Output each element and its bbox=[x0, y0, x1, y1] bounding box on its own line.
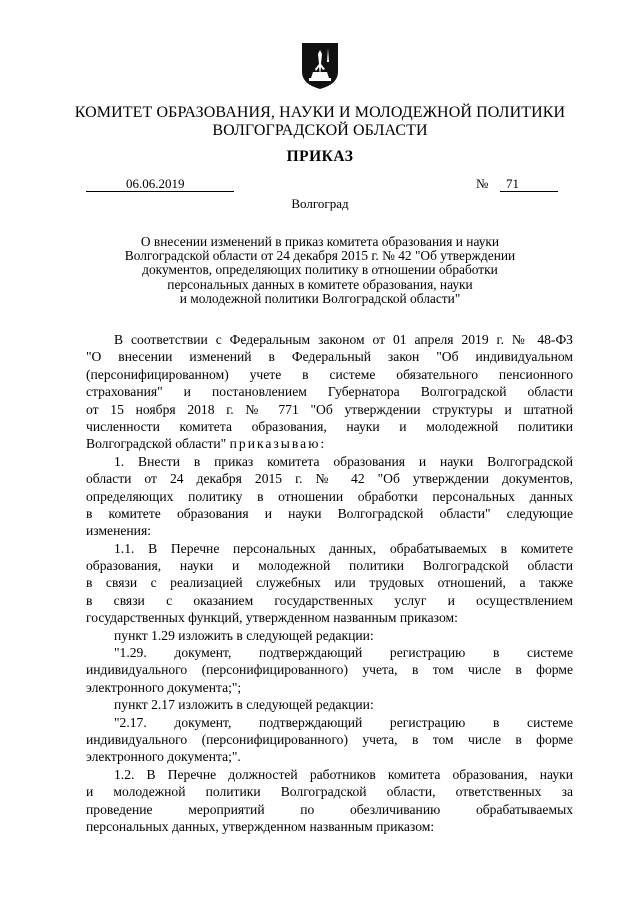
body-line: государственных функций, утвержденном названным приказом: bbox=[86, 610, 458, 626]
body-line: от 15 ноября 2018 г. № 771 "Об утверждении структуры и штатной bbox=[86, 401, 573, 417]
coat-of-arms-emblem bbox=[301, 42, 339, 90]
organization-region: ВОЛГОГРАДСКОЙ ОБЛАСТИ bbox=[212, 122, 428, 139]
order-keyword: приказываю: bbox=[229, 436, 327, 452]
document-body bbox=[86, 331, 573, 835]
body-line: в связи с оказанием государственных услуг и осуществлением bbox=[86, 592, 573, 608]
body-line: образования, науки и молодежной политики Волгоградской области bbox=[86, 558, 573, 574]
body-line: "1.29. документ, подтверждающий регистрацию в системе bbox=[114, 645, 573, 661]
body-line: определяющих политику в отношении обработки персональных данных bbox=[86, 488, 573, 504]
number-sign: № bbox=[476, 176, 489, 191]
document-city: Волгоград bbox=[291, 196, 349, 211]
body-line: и молодежной политики Волгоградской области, ответственных за bbox=[86, 784, 573, 800]
body-line: электронного документа;"; bbox=[86, 679, 242, 695]
body-line: "2.17. документ, подтверждающий регистрацию в системе bbox=[114, 714, 573, 730]
body-line: области от 24 декабря 2015 г. № 42 "Об утверждении документов, bbox=[86, 471, 573, 487]
body-line: пункт 1.29 изложить в следующей редакции: bbox=[114, 627, 374, 643]
body-line: страхования" и постановлением Губернатора Волгоградской области bbox=[86, 384, 573, 400]
body-line: численности комитета образования, науки и молодежной политики bbox=[86, 418, 573, 434]
subject-line: документов, определяющих политику в отношении обработки bbox=[142, 262, 498, 278]
body-line: проведение мероприятий по обезличиванию обрабатываемых bbox=[86, 801, 573, 817]
body-line: "О внесении изменений в Федеральный закон "Об индивидуальном bbox=[86, 349, 573, 365]
subject-line: персональных данных в комитете образования, науки bbox=[167, 276, 473, 292]
subject-line: О внесении изменений в приказ комитета образования и науки bbox=[140, 234, 500, 249]
body-line: персональных данных, утвержденном названным приказом: bbox=[86, 818, 435, 834]
subject-line: и молодежной политики Волгоградской области" bbox=[179, 290, 461, 306]
body-line: индивидуального (персонифицированного) учета, в том числе в форме bbox=[86, 662, 573, 678]
body-line: В соответствии с Федеральным законом от 01 апреля 2019 г. № 48-ФЗ bbox=[114, 332, 573, 347]
body-line: 1.2. В Перечне должностей работников комитета образования, науки bbox=[114, 766, 573, 782]
document-subject bbox=[90, 235, 550, 306]
body-line: электронного документа;". bbox=[86, 749, 241, 765]
body-line: 1. Внести в приказ комитета образования и науки Волгоградской bbox=[114, 453, 573, 469]
subject-line: Волгоградской области от 24 декабря 2015 г. № 42 "Об утверждении bbox=[124, 248, 516, 264]
body-line: изменения: bbox=[86, 523, 151, 539]
body-line: пункт 2.17 изложить в следующей редакции: bbox=[114, 697, 374, 713]
document-number: 71 bbox=[500, 177, 558, 192]
body-line: Волгоградской области" приказываю: bbox=[86, 436, 327, 452]
body-line: 1.1. В Перечне персональных данных, обрабатываемых в комитете bbox=[114, 540, 573, 556]
document-number-field bbox=[476, 177, 560, 192]
body-line: индивидуального (персонифицированного) учета, в том числе в форме bbox=[86, 731, 573, 747]
organization-name: КОМИТЕТ ОБРАЗОВАНИЯ, НАУКИ И МОЛОДЕЖНОЙ ПОЛИТИКИ bbox=[74, 104, 566, 121]
body-line: (персонифицированном) учете в системе обязательного пенсионного bbox=[86, 366, 573, 382]
body-line: в связи с реализацией служебных или трудовых отношений, а также bbox=[86, 575, 573, 591]
document-date: 06.06.2019 bbox=[86, 177, 234, 192]
body-line: в комитете образования и науки Волгоградской области" следующие bbox=[86, 505, 573, 521]
document-type: ПРИКАЗ bbox=[286, 148, 354, 165]
